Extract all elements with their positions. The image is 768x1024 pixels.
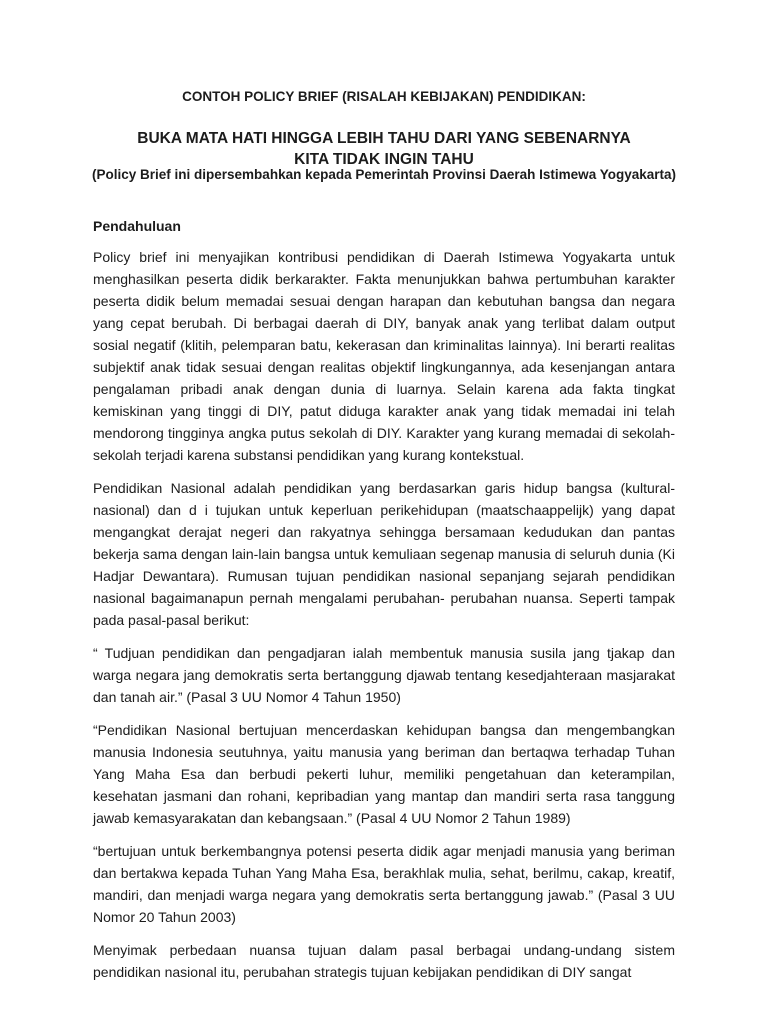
paragraph-intro: Policy brief ini menyajikan kontribusi pendidikan di Daerah Istimewa Yogyakarta untuk menghasilkan peserta didik berkarakter. Fakta menunjukkan bahwa pertumbuhan karakter peserta didik belum memadai sesuai dengan harapan dan kebutuhan bangsa dan negara yang cepat berubah. Di berbagai daerah di DIY, banyak anak yang terlibat dalam output sosial negatif (klitih, pelemparan batu, kekerasan dan kriminalitas lainnya). Ini berarti realitas subjektif anak tidak sesuai dengan realitas objektif lingkungannya, ada kesenjangan antara pengalaman pribadi anak dengan dunia di luarnya. Selain karena ada fakta tingkat kemiskinan yang tinggi di DIY, patut diduga karakter anak yang tidak memadai ini telah mendorong tingginya angka putus sekolah di DIY. Karakter yang kurang memadai di sekolah-sekolah terjadi karena substansi pendidikan yang kurang kontekstual. (93, 249, 675, 463)
paragraph-national-education: Pendidikan Nasional adalah pendidikan yang berdasarkan garis hidup bangsa (kultural-nasional) dan d i tujukan untuk keperluan perikehidupan (maatschaappelijk) yang dapat mengangkat derajat negeri dan rakyatnya sehingga bersamaan kedudukan dan pantas bekerja sama dengan lain-lain bangsa untuk kemuliaan segenap manusia di seluruh dunia (Ki Hadjar Dewantara). Rumusan tujuan pendidikan nasional sepanjang sejarah pendidikan nasional bagaimanapun pernah mengalami perubahan- perubahan nuansa. Seperti tampak pada pasal-pasal berikut: (93, 480, 675, 628)
document-subtitle: (Policy Brief ini dipersembahkan kepada Pemerintah Provinsi Daerah Istimewa Yogyakarta) (92, 167, 676, 182)
section-heading: Pendahuluan (93, 218, 181, 234)
document-title-line-1: BUKA MATA HATI HINGGA LEBIH TAHU DARI YANG SEBENARNYA (137, 130, 631, 147)
document-body (93, 216, 675, 994)
quote-uu-1989: “Pendidikan Nasional bertujuan mencerdaskan kehidupan bangsa dan mengembangkan manusia Indonesia seutuhnya, yaitu manusia yang beriman dan bertaqwa terhadap Tuhan Yang Maha Esa dan berbudi pekerti luhur, memiliki pengetahuan dan keterampilan, kesehatan jasmani dan rohani, kepribadian yang mantap dan mandiri serta rasa tanggung jawab kemasyarakatan dan kebangsaan.” (Pasal 4 UU Nomor 2 Tahun 1989) (93, 722, 675, 826)
paragraph-closing: Menyimak perbedaan nuansa tujuan dalam pasal berbagai undang-undang sistem pendidikan nasional itu, perubahan strategis tujuan kebijakan pendidikan di DIY sangat (93, 942, 675, 980)
document-label: CONTOH POLICY BRIEF (RISALAH KEBIJAKAN) PENDIDIKAN: (182, 89, 586, 104)
document-title-line-2: KITA TIDAK INGIN TAHU (294, 151, 474, 168)
document-title (0, 128, 768, 170)
quote-uu-1950: “ Tudjuan pendidikan dan pengadjaran ialah membentuk manusia susila jang tjakap dan warga negara jang demokratis serta bertanggung djawab tentang kesedjahteraan masjarakat dan tanah air.” (Pasal 3 UU Nomor 4 Tahun 1950) (93, 645, 675, 705)
quote-uu-2003: “bertujuan untuk berkembangnya potensi peserta didik agar menjadi manusia yang beriman dan bertakwa kepada Tuhan Yang Maha Esa, berakhlak mulia, sehat, berilmu, cakap, kreatif, mandiri, dan menjadi warga negara yang demokratis serta bertanggung jawab.” (Pasal 3 UU Nomor 20 Tahun 2003) (93, 843, 675, 925)
